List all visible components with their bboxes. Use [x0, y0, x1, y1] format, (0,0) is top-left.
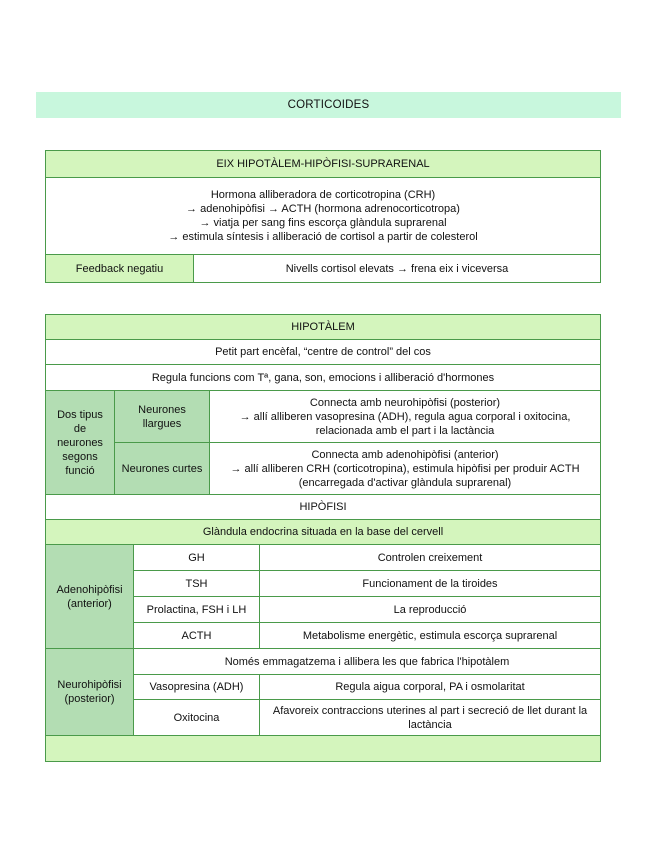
page-title-banner: CORTICOIDES: [36, 92, 621, 118]
eix-line: Hormona alliberadora de corticotropina (CRH): [210, 189, 436, 201]
eix-line: → adenohipòfisi → ACTH (hormona adrenocorticotropa): [186, 203, 460, 215]
hipofisi-desc: Glàndula endocrina situada en la base del cervell: [46, 520, 601, 545]
neuron-long-description: [210, 391, 601, 443]
hormone-function: La reproducció: [260, 597, 601, 623]
hormone-name: GH: [134, 545, 260, 571]
feedback-label: Feedback negatiu: [46, 255, 194, 283]
hipotalem-desc-2: Regula funcions com Tª, gana, son, emocions i alliberació d'hormones: [46, 365, 601, 391]
hipotalem-hipofisi-table: [45, 314, 601, 762]
hormone-name: TSH: [134, 571, 260, 597]
hormone-name: Oxitocina: [134, 700, 260, 736]
neuron-line: Connecta amb adenohipòfisi (anterior): [311, 448, 499, 461]
table-footer: [46, 736, 601, 762]
hormone-function: Controlen creixement: [260, 545, 601, 571]
hipotalem-desc-1: Petit part encèfal, “centre de control” del cos: [46, 340, 601, 365]
eix-title: EIX HIPOTÀLEM-HIPÒFISI-SUPRARENAL: [46, 151, 601, 178]
neuron-line: → allí alliberen vasopresina (ADH), regula agua corporal i oxitocina, relacionada amb el part i la lactància: [239, 410, 571, 437]
adenohipofisi-label: Adenohipòfisi (anterior): [46, 545, 134, 649]
hormone-name: ACTH: [134, 623, 260, 649]
hormone-name: Vasopresina (ADH): [134, 675, 260, 700]
hormone-function: Metabolisme energètic, estimula escorça suprarenal: [260, 623, 601, 649]
neuron-line: Connecta amb neurohipòfisi (posterior): [309, 396, 501, 409]
eix-line: → viatja per sang fins escorça glàndula suprarenal: [199, 217, 447, 229]
feedback-text: Nivells cortisol elevats → frena eix i viceversa: [194, 255, 601, 283]
hormone-name: Prolactina, FSH i LH: [134, 597, 260, 623]
eix-line: → estimula síntesis i alliberació de cortisol a partir de colesterol: [168, 231, 478, 243]
neurohipofisi-note: Només emmagatzema i allibera les que fabrica l'hipotàlem: [134, 649, 601, 675]
hipofisi-title: HIPÒFISI: [46, 495, 601, 520]
neuron-short-description: [210, 443, 601, 495]
neuron-line: → allí alliberen CRH (corticotropina), estimula hipòfisi per produir ACTH (encarregada d'activar glàndula suprarenal): [230, 462, 580, 489]
eix-description: [46, 178, 601, 255]
hormone-function: Funcionament de la tiroides: [260, 571, 601, 597]
neurohipofisi-label: Neurohipòfisi (posterior): [46, 649, 134, 736]
hipotalem-title: HIPOTÀLEM: [46, 315, 601, 340]
hormone-function: Afavoreix contraccions uterines al part i secreció de llet durant la lactància: [260, 700, 601, 736]
neuron-type-long: Neurones llargues: [115, 391, 210, 443]
hormone-function: Regula aigua corporal, PA i osmolaritat: [260, 675, 601, 700]
neuron-types-label: Dos tipus de neurones segons funció: [46, 391, 115, 495]
eix-table: [45, 150, 601, 283]
neuron-type-short: Neurones curtes: [115, 443, 210, 495]
